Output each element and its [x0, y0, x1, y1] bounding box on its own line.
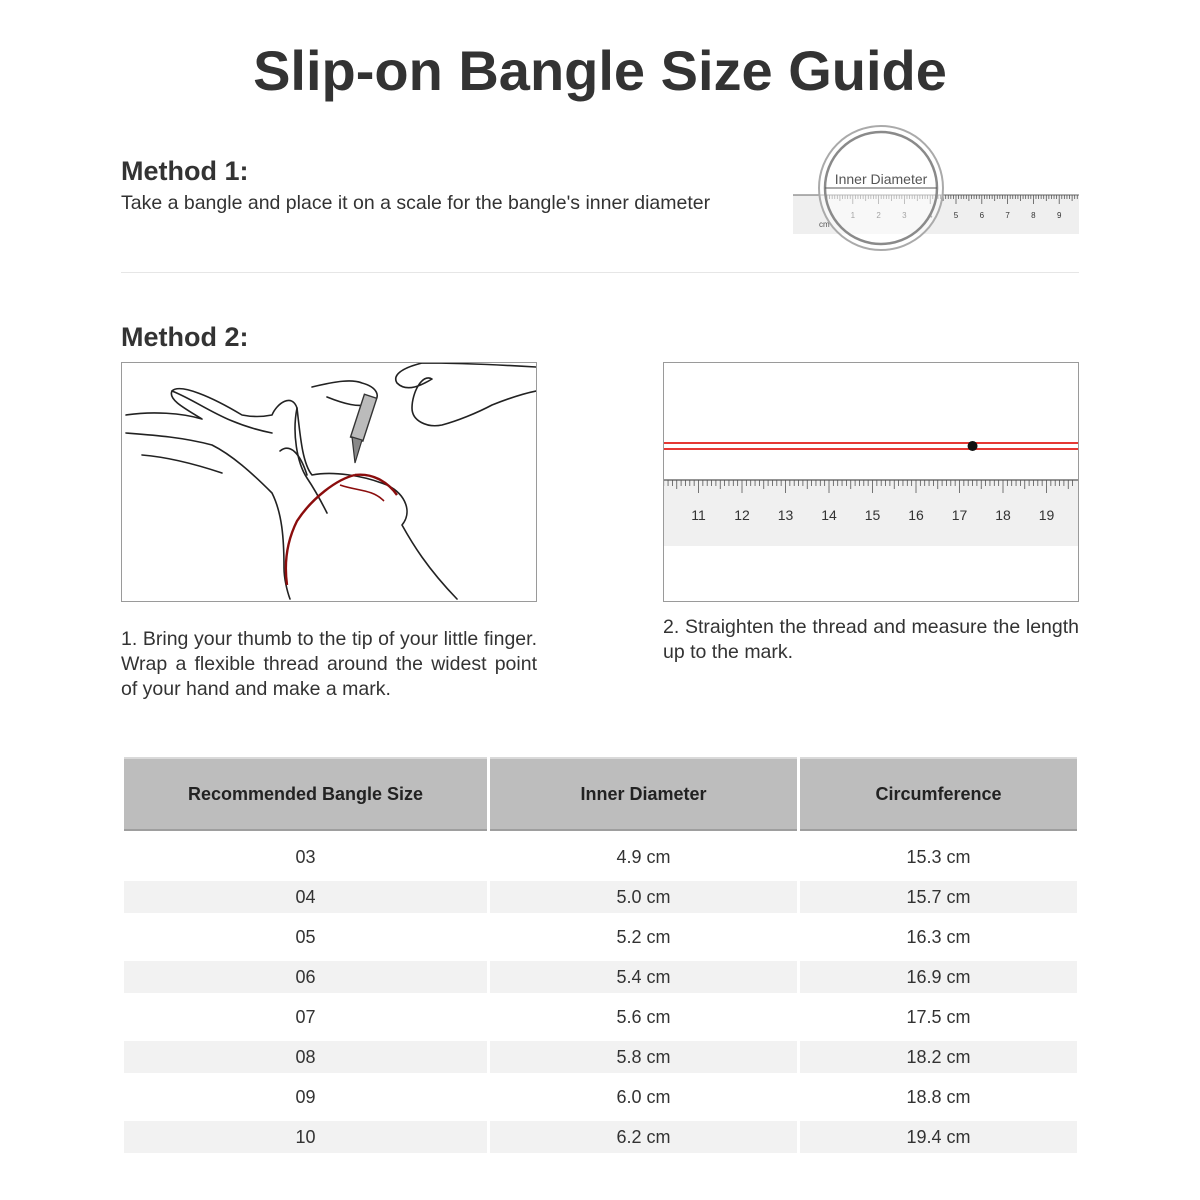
ruler-number: 17 [951, 507, 968, 523]
hand-measurement-illustration [121, 362, 537, 602]
header-inner-diameter: Inner Diameter [490, 757, 797, 831]
table-row [124, 1001, 1077, 1033]
section-divider [121, 272, 1079, 273]
table-row [124, 1121, 1077, 1153]
ruler-number: 12 [734, 507, 750, 523]
ruler-number: 16 [908, 507, 924, 523]
hand-outline [126, 389, 457, 599]
cell-bangle-size: 09 [295, 1086, 316, 1107]
table-row [124, 921, 1077, 953]
cell-circumference: 18.2 cm [800, 1041, 1077, 1073]
cell-bangle-size: 06 [124, 961, 487, 993]
cell-bangle-size: 05 [295, 926, 316, 947]
table-row [124, 881, 1077, 913]
cell-bangle-size: 03 [295, 846, 316, 867]
header-recommended-size: Recommended Bangle Size [124, 757, 487, 831]
ruler-number: 5 [953, 211, 959, 220]
ruler-number: 13 [777, 507, 794, 523]
thread-on-ruler-illustration [663, 362, 1079, 602]
ruler-number: 11 [691, 507, 706, 523]
ruler-unit-label: cm [819, 220, 830, 229]
ruler-number: 14 [821, 507, 837, 523]
cell-circumference: 16.9 cm [800, 961, 1077, 993]
ruler-number: 6 [979, 211, 985, 220]
table-row [124, 1081, 1077, 1113]
cell-bangle-size: 10 [124, 1121, 487, 1153]
inner-diameter-label: Inner Diameter [834, 171, 928, 187]
table-row [124, 961, 1077, 993]
cell-circumference: 15.3 cm [906, 846, 971, 867]
method-2-heading: Method 2: [121, 322, 249, 352]
thread-mark-dot [968, 441, 978, 451]
ruler-number: 18 [995, 507, 1011, 523]
cell-inner-diameter: 6.2 cm [490, 1121, 797, 1153]
table-header-row [124, 757, 1077, 831]
cell-bangle-size: 07 [295, 1006, 316, 1027]
page-title: Slip-on Bangle Size Guide [253, 39, 947, 102]
step-1-text: 1. Bring your thumb to the tip of your little finger. Wrap a flexible thread around the widest point of your hand and make a mark. [121, 628, 537, 700]
cell-bangle-size: 04 [124, 881, 487, 913]
cell-circumference: 16.3 cm [906, 926, 971, 947]
cell-bangle-size: 08 [124, 1041, 487, 1073]
bangle-size-table [121, 757, 1080, 1153]
cell-inner-diameter: 5.8 cm [490, 1041, 797, 1073]
method-1-description: Take a bangle and place it on a scale for the bangle's inner diameter [121, 192, 711, 214]
table-row [124, 1041, 1077, 1073]
cell-inner-diameter: 5.6 cm [616, 1006, 671, 1027]
inner-diameter-ruler-illustration [790, 122, 1082, 256]
cell-inner-diameter: 5.4 cm [490, 961, 797, 993]
ruler-numbers [691, 507, 1054, 523]
cell-circumference: 15.7 cm [800, 881, 1077, 913]
cell-circumference: 18.8 cm [906, 1086, 971, 1107]
header-circumference: Circumference [800, 757, 1077, 831]
ruler-number: 19 [1038, 507, 1055, 523]
method-1-heading: Method 1: [121, 156, 249, 186]
thread-around-hand [286, 475, 355, 585]
cell-circumference: 17.5 cm [906, 1006, 971, 1027]
cell-inner-diameter: 6.0 cm [616, 1086, 671, 1107]
step-2-text: 2. Straighten the thread and measure the length up to the mark. [663, 616, 1079, 663]
table-body [124, 831, 1077, 1153]
cell-inner-diameter: 5.2 cm [616, 926, 671, 947]
hand-pressing-pen [396, 363, 536, 426]
cell-inner-diameter: 5.0 cm [490, 881, 797, 913]
cell-circumference: 19.4 cm [800, 1121, 1077, 1153]
ruler-number: 7 [1005, 211, 1010, 220]
ruler-number: 8 [1031, 211, 1036, 220]
ruler-number: 15 [864, 507, 881, 523]
ruler-number: 9 [1056, 211, 1062, 220]
table-row [124, 841, 1077, 873]
cell-inner-diameter: 4.9 cm [616, 846, 671, 867]
